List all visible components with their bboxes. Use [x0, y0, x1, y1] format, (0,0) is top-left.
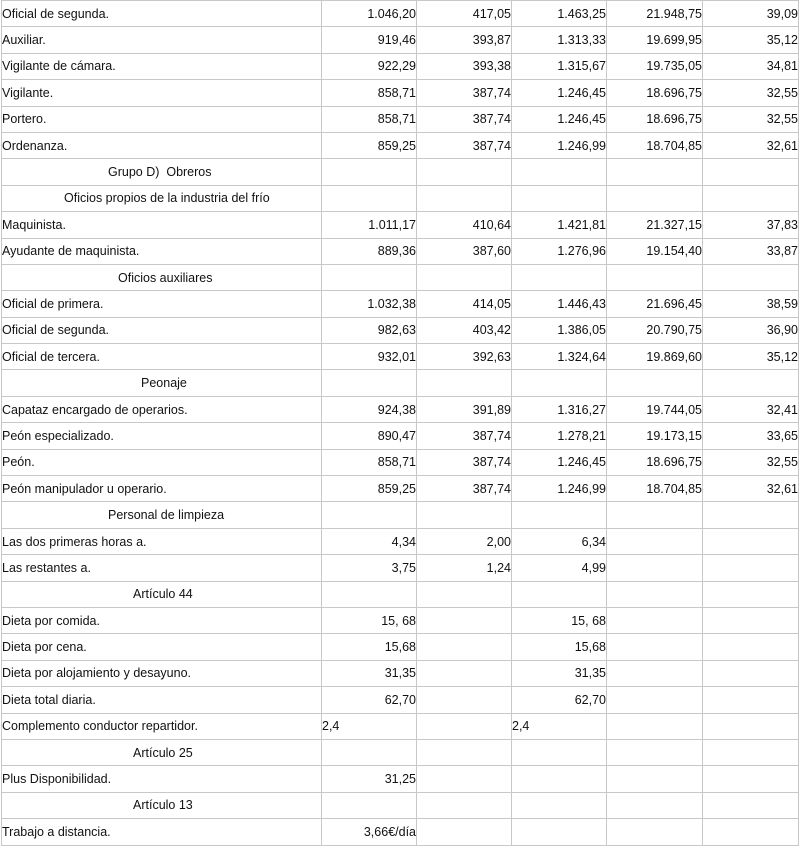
table-row — [2, 212, 799, 238]
empty-cell — [512, 159, 607, 185]
overtime-cell: 32,55 — [703, 106, 799, 132]
annual-total-cell: 21.327,15 — [607, 212, 703, 238]
category-label: Maquinista. — [2, 212, 322, 238]
empty-cell — [417, 660, 512, 686]
salary-base-cell: 858,71 — [322, 106, 417, 132]
table-row — [2, 132, 799, 158]
empty-cell — [322, 792, 417, 818]
annual-total-cell: 18.704,85 — [607, 132, 703, 158]
overtime-cell: 32,55 — [703, 449, 799, 475]
empty-cell — [607, 687, 703, 713]
empty-cell — [417, 687, 512, 713]
table-row — [2, 819, 799, 845]
annual-total-cell: 18.696,75 — [607, 80, 703, 106]
value-cell: 15,68 — [512, 634, 607, 660]
empty-cell — [703, 581, 799, 607]
empty-cell — [417, 159, 512, 185]
empty-cell — [322, 502, 417, 528]
empty-cell — [703, 502, 799, 528]
empty-cell — [417, 819, 512, 845]
empty-cell — [703, 634, 799, 660]
allowance-label: Trabajo a distancia. — [2, 819, 322, 845]
overtime-cell: 36,90 — [703, 317, 799, 343]
complement-cell: 403,42 — [417, 317, 512, 343]
salary-base-cell: 1.032,38 — [322, 291, 417, 317]
empty-cell — [703, 159, 799, 185]
annual-total-cell: 19.744,05 — [607, 396, 703, 422]
table-row — [2, 528, 799, 554]
value-cell: 6,34 — [512, 528, 607, 554]
value-cell: 4,34 — [322, 528, 417, 554]
value-cell: 3,66€/día — [322, 819, 417, 845]
monthly-total-cell: 1.246,45 — [512, 80, 607, 106]
allowance-label: Complemento conductor repartidor. — [2, 713, 322, 739]
empty-cell — [417, 185, 512, 211]
annual-total-cell: 20.790,75 — [607, 317, 703, 343]
empty-cell — [322, 185, 417, 211]
overtime-cell: 32,55 — [703, 80, 799, 106]
value-cell: 15,68 — [322, 634, 417, 660]
table-row — [2, 344, 799, 370]
empty-cell — [607, 581, 703, 607]
allowance-label: Dieta total diaria. — [2, 687, 322, 713]
empty-cell — [703, 766, 799, 792]
section-heading-row — [2, 159, 799, 185]
overtime-cell: 37,83 — [703, 212, 799, 238]
section-heading: Personal de limpieza — [2, 502, 322, 528]
overtime-cell: 38,59 — [703, 291, 799, 317]
section-heading: Peonaje — [2, 370, 322, 396]
empty-cell — [607, 713, 703, 739]
empty-cell — [703, 713, 799, 739]
complement-cell: 387,74 — [417, 476, 512, 502]
table-row — [2, 476, 799, 502]
annual-total-cell: 21.948,75 — [607, 1, 703, 27]
salary-base-cell: 859,25 — [322, 132, 417, 158]
table-row — [2, 713, 799, 739]
annual-total-cell: 19.173,15 — [607, 423, 703, 449]
empty-cell — [703, 370, 799, 396]
empty-cell — [607, 739, 703, 765]
annual-total-cell: 19.735,05 — [607, 53, 703, 79]
table-row — [2, 53, 799, 79]
empty-cell — [607, 159, 703, 185]
category-label: Ayudante de maquinista. — [2, 238, 322, 264]
salary-base-cell: 919,46 — [322, 27, 417, 53]
empty-cell — [417, 713, 512, 739]
complement-cell: 414,05 — [417, 291, 512, 317]
category-label: Oficial de segunda. — [2, 317, 322, 343]
allowance-label: Dieta por comida. — [2, 607, 322, 633]
section-heading-row — [2, 264, 799, 290]
empty-cell — [607, 185, 703, 211]
overtime-cell: 32,61 — [703, 132, 799, 158]
category-label: Capataz encargado de operarios. — [2, 396, 322, 422]
empty-cell — [417, 607, 512, 633]
allowance-label: Plus Disponibilidad. — [2, 766, 322, 792]
table-row — [2, 238, 799, 264]
category-label: Oficial de tercera. — [2, 344, 322, 370]
monthly-total-cell: 1.463,25 — [512, 1, 607, 27]
monthly-total-cell: 1.276,96 — [512, 238, 607, 264]
table-row — [2, 106, 799, 132]
section-heading: Oficios auxiliares — [2, 264, 322, 290]
section-heading-row — [2, 502, 799, 528]
overtime-cell: 33,65 — [703, 423, 799, 449]
category-label: Ordenanza. — [2, 132, 322, 158]
annual-total-cell: 18.704,85 — [607, 476, 703, 502]
empty-cell — [607, 819, 703, 845]
salary-base-cell: 1.011,17 — [322, 212, 417, 238]
value-cell: 2,4 — [512, 713, 607, 739]
empty-cell — [512, 370, 607, 396]
empty-cell — [607, 370, 703, 396]
table-row — [2, 687, 799, 713]
complement-cell: 387,74 — [417, 423, 512, 449]
monthly-total-cell: 1.421,81 — [512, 212, 607, 238]
annual-total-cell: 19.154,40 — [607, 238, 703, 264]
monthly-total-cell: 1.315,67 — [512, 53, 607, 79]
table-row — [2, 555, 799, 581]
section-heading-row — [2, 739, 799, 765]
empty-cell — [607, 555, 703, 581]
empty-cell — [512, 185, 607, 211]
table-row — [2, 766, 799, 792]
empty-cell — [322, 739, 417, 765]
overtime-cell: 35,12 — [703, 27, 799, 53]
category-label: Vigilante. — [2, 80, 322, 106]
table-row — [2, 1, 799, 27]
value-cell: 4,99 — [512, 555, 607, 581]
section-heading-row — [2, 370, 799, 396]
empty-cell — [703, 555, 799, 581]
overtime-cell: 32,41 — [703, 396, 799, 422]
salary-base-cell: 932,01 — [322, 344, 417, 370]
empty-cell — [703, 739, 799, 765]
empty-cell — [512, 766, 607, 792]
empty-cell — [417, 581, 512, 607]
monthly-total-cell: 1.246,45 — [512, 106, 607, 132]
complement-cell: 393,38 — [417, 53, 512, 79]
table-row — [2, 607, 799, 633]
monthly-total-cell: 1.386,05 — [512, 317, 607, 343]
salary-base-cell: 1.046,20 — [322, 1, 417, 27]
complement-cell: 391,89 — [417, 396, 512, 422]
value-cell: 62,70 — [512, 687, 607, 713]
category-label: Peón especializado. — [2, 423, 322, 449]
overtime-cell: 35,12 — [703, 344, 799, 370]
salary-base-cell: 924,38 — [322, 396, 417, 422]
value-cell: 31,25 — [322, 766, 417, 792]
complement-cell: 387,60 — [417, 238, 512, 264]
category-label: Auxiliar. — [2, 27, 322, 53]
section-heading: Artículo 13 — [2, 792, 322, 818]
overtime-cell: 34,81 — [703, 53, 799, 79]
section-heading: Artículo 25 — [2, 739, 322, 765]
empty-cell — [417, 502, 512, 528]
empty-cell — [417, 370, 512, 396]
value-cell: 15, 68 — [322, 607, 417, 633]
table-row — [2, 449, 799, 475]
salary-base-cell: 982,63 — [322, 317, 417, 343]
empty-cell — [607, 766, 703, 792]
value-cell: 31,35 — [322, 660, 417, 686]
category-label: Oficial de primera. — [2, 291, 322, 317]
empty-cell — [417, 634, 512, 660]
allowance-label: Dieta por cena. — [2, 634, 322, 660]
empty-cell — [607, 502, 703, 528]
salary-base-cell: 858,71 — [322, 80, 417, 106]
monthly-total-cell: 1.246,99 — [512, 476, 607, 502]
category-label: Las restantes a. — [2, 555, 322, 581]
empty-cell — [607, 264, 703, 290]
complement-cell: 417,05 — [417, 1, 512, 27]
complement-cell: 387,74 — [417, 132, 512, 158]
monthly-total-cell: 1.316,27 — [512, 396, 607, 422]
table-row — [2, 396, 799, 422]
salary-base-cell: 890,47 — [322, 423, 417, 449]
empty-cell — [703, 660, 799, 686]
empty-cell — [703, 185, 799, 211]
annual-total-cell: 21.696,45 — [607, 291, 703, 317]
section-heading: Grupo D) Obreros — [2, 159, 322, 185]
empty-cell — [417, 766, 512, 792]
empty-cell — [512, 264, 607, 290]
empty-cell — [607, 607, 703, 633]
empty-cell — [607, 792, 703, 818]
table-row — [2, 660, 799, 686]
annual-total-cell: 18.696,75 — [607, 449, 703, 475]
table-row — [2, 291, 799, 317]
empty-cell — [607, 528, 703, 554]
empty-cell — [703, 819, 799, 845]
empty-cell — [322, 264, 417, 290]
empty-cell — [512, 581, 607, 607]
category-label: Vigilante de cámara. — [2, 53, 322, 79]
empty-cell — [607, 660, 703, 686]
empty-cell — [322, 370, 417, 396]
table-row — [2, 317, 799, 343]
annual-total-cell: 18.696,75 — [607, 106, 703, 132]
complement-cell: 387,74 — [417, 449, 512, 475]
value-cell: 2,00 — [417, 528, 512, 554]
salary-table-body — [2, 1, 799, 846]
monthly-total-cell: 1.278,21 — [512, 423, 607, 449]
monthly-total-cell: 1.246,99 — [512, 132, 607, 158]
complement-cell: 393,87 — [417, 27, 512, 53]
monthly-total-cell: 1.246,45 — [512, 449, 607, 475]
empty-cell — [322, 159, 417, 185]
monthly-total-cell: 1.446,43 — [512, 291, 607, 317]
empty-cell — [703, 264, 799, 290]
salary-base-cell: 889,36 — [322, 238, 417, 264]
table-row — [2, 80, 799, 106]
complement-cell: 410,64 — [417, 212, 512, 238]
empty-cell — [703, 528, 799, 554]
section-heading: Artículo 44 — [2, 581, 322, 607]
monthly-total-cell: 1.313,33 — [512, 27, 607, 53]
section-heading-row — [2, 792, 799, 818]
category-label: Oficial de segunda. — [2, 1, 322, 27]
annual-total-cell: 19.699,95 — [607, 27, 703, 53]
allowance-label: Dieta por alojamiento y desayuno. — [2, 660, 322, 686]
section-heading-row — [2, 581, 799, 607]
empty-cell — [417, 739, 512, 765]
value-cell: 1,24 — [417, 555, 512, 581]
value-cell: 31,35 — [512, 660, 607, 686]
salary-table — [1, 0, 799, 846]
empty-cell — [322, 581, 417, 607]
annual-total-cell: 19.869,60 — [607, 344, 703, 370]
category-label: Portero. — [2, 106, 322, 132]
complement-cell: 387,74 — [417, 80, 512, 106]
category-label: Las dos primeras horas a. — [2, 528, 322, 554]
value-cell: 62,70 — [322, 687, 417, 713]
overtime-cell: 32,61 — [703, 476, 799, 502]
section-heading: Oficios propios de la industria del frío — [2, 185, 322, 211]
table-row — [2, 634, 799, 660]
overtime-cell: 39,09 — [703, 1, 799, 27]
empty-cell — [417, 792, 512, 818]
category-label: Peón. — [2, 449, 322, 475]
salary-base-cell: 922,29 — [322, 53, 417, 79]
empty-cell — [703, 687, 799, 713]
empty-cell — [417, 264, 512, 290]
empty-cell — [512, 819, 607, 845]
section-heading-row — [2, 185, 799, 211]
value-cell: 2,4 — [322, 713, 417, 739]
table-row — [2, 27, 799, 53]
table-row — [2, 423, 799, 449]
salary-base-cell: 859,25 — [322, 476, 417, 502]
complement-cell: 392,63 — [417, 344, 512, 370]
category-label: Peón manipulador u operario. — [2, 476, 322, 502]
salary-base-cell: 858,71 — [322, 449, 417, 475]
complement-cell: 387,74 — [417, 106, 512, 132]
empty-cell — [512, 502, 607, 528]
empty-cell — [512, 792, 607, 818]
empty-cell — [512, 739, 607, 765]
value-cell: 15, 68 — [512, 607, 607, 633]
overtime-cell: 33,87 — [703, 238, 799, 264]
empty-cell — [607, 634, 703, 660]
monthly-total-cell: 1.324,64 — [512, 344, 607, 370]
empty-cell — [703, 792, 799, 818]
empty-cell — [703, 607, 799, 633]
value-cell: 3,75 — [322, 555, 417, 581]
